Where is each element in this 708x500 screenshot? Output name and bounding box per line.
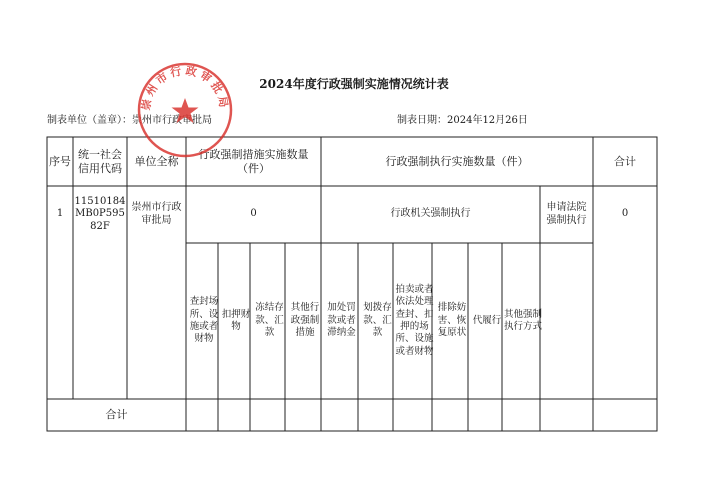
row-code: 11510184MB0P59582F: [74, 195, 126, 232]
seal-star-icon: [172, 98, 199, 123]
exec-type-fine: 加处罚款或者滞纳金: [327, 302, 356, 339]
seal-text: 崇州市行政审批局: [139, 64, 231, 112]
row-total: 0: [621, 208, 629, 220]
footer-total-label: 合计: [105, 408, 128, 422]
exec-type-transfer: 划拨存款、汇款: [363, 302, 392, 339]
row-measures-count: 0: [250, 208, 257, 220]
document-title: 2024年度行政强制实施情况统计表: [259, 77, 449, 91]
header-execution: 行政强制执行实施数量（件）: [385, 154, 529, 168]
official-seal: [135, 60, 235, 160]
measure-type-seal: 查封场所、设施或者财物: [189, 296, 219, 345]
exec-type-auction: 拍卖或者依法处理查封、扣押的场所、设施或者财物: [395, 283, 434, 357]
exec-type-substitute: 代履行: [472, 314, 502, 326]
measure-type-detain: 扣押财物: [221, 308, 251, 332]
measure-type-freeze: 冻结存款、汇款: [255, 302, 284, 339]
measure-type-other: 其他行政强制措施: [290, 302, 320, 339]
row-admin-exec-label: 行政机关强制执行: [390, 208, 471, 220]
unit-label: 制表单位（盖章）：崇州市行政审批局: [47, 115, 212, 126]
date-label: 制表日期：2024年12月26日: [397, 115, 528, 126]
header-seq: 序号: [49, 154, 71, 168]
header-measures: 行政强制措施实施数量（件）: [198, 147, 309, 175]
header-total: 合计: [614, 154, 636, 168]
exec-type-other: 其他强制执行方式: [504, 308, 543, 332]
header-unit: 单位全称: [134, 154, 179, 168]
exec-type-remove-obstruction: 排除妨害、恢复原状: [437, 302, 467, 339]
header-code: 统一社会信用代码: [78, 147, 122, 175]
row-court-exec-label: 申请法院强制执行: [546, 202, 587, 226]
row-seq: 1: [56, 208, 64, 220]
row-unit: 崇州市行政审批局: [131, 202, 182, 226]
